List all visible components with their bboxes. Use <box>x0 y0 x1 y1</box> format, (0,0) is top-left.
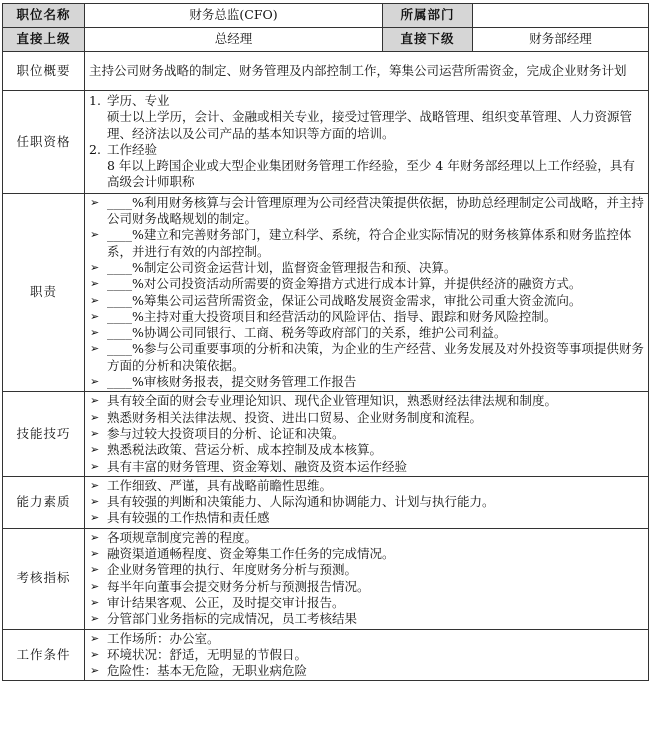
condition-item: ➢ 工作场所：办公室。 <box>90 630 220 646</box>
kpi-item: ➢ 分管部门业务指标的完成情况，员工考核结果 <box>90 611 358 627</box>
kpi-list <box>85 528 649 629</box>
competence-item: ➢ 具有较强的工作热情和责任感 <box>90 510 270 526</box>
skills-label: 技能技巧 <box>3 392 85 476</box>
kpi-item: ➢ 每半年向董事会提交财务分析与预测报告情况。 <box>90 578 370 594</box>
bullet-arrow-icon: ➢ <box>90 530 100 544</box>
overview-label: 职位概要 <box>3 52 85 91</box>
competence-item: ➢ 具有较强的判断和决策能力、人际沟通和协调能力、计划与执行能力。 <box>90 494 495 510</box>
duty-item: ➢ ____%制定公司资金运营计划，监督资金管理报告和预、决算。 <box>90 259 457 275</box>
duty-item: ➢ ____%审核财务报表，提交财务管理工作报告 <box>90 374 357 390</box>
skills-list <box>85 392 649 476</box>
skills-row <box>3 392 649 476</box>
bullet-arrow-icon: ➢ <box>90 375 100 389</box>
subordinate-value: 财务部经理 <box>473 28 649 52</box>
qualification-text: 8 年以上跨国企业或大型企业集团财务管理工作经验，至少 4 年财务部经理以上工作经验，具有高级会计师职称 <box>107 158 635 190</box>
skill-item: ➢ 具有丰富的财务管理、资金筹划、融资及资本运作经验 <box>90 458 408 474</box>
conditions-row <box>3 629 649 681</box>
competence-list <box>85 476 649 528</box>
conditions-list <box>85 629 649 681</box>
position-label: 职位名称 <box>3 4 85 28</box>
qualification-item: 1. 学历、专业 <box>89 93 170 108</box>
position-value: 财务总监(CFO) <box>85 4 383 28</box>
overview-text: 主持公司财务战略的制定、财务管理及内部控制工作，筹集公司运营所需资金，完成企业财务计划 <box>85 52 649 91</box>
bullet-arrow-icon: ➢ <box>90 260 100 274</box>
qualifications-label: 任职资格 <box>3 91 85 194</box>
competence-label: 能力素质 <box>3 476 85 528</box>
skill-item: ➢ 熟悉税法政策、营运分析、成本控制及成本核算。 <box>90 442 383 458</box>
duties-row <box>3 193 649 392</box>
kpi-item: ➢ 企业财务管理的执行、年度财务分析与预测。 <box>90 562 358 578</box>
duty-item: ➢ ____%主持对重大投资项目和经营活动的风险评估、指导、跟踪和财务风险控制。 <box>90 308 557 324</box>
bullet-arrow-icon: ➢ <box>90 293 100 307</box>
kpi-item: ➢ 审计结果客观、公正，及时提交审计报告。 <box>90 594 345 610</box>
bullet-arrow-icon: ➢ <box>90 309 100 323</box>
overview-row <box>3 52 649 91</box>
reporting-row <box>3 28 649 52</box>
bullet-arrow-icon: ➢ <box>90 664 100 678</box>
competence-row <box>3 476 649 528</box>
bullet-arrow-icon: ➢ <box>90 426 100 440</box>
bullet-arrow-icon: ➢ <box>90 647 100 661</box>
skill-item: ➢ 参与过较大投资项目的分析、论证和决策。 <box>90 425 345 441</box>
kpi-label: 考核指标 <box>3 528 85 629</box>
duties-label: 职责 <box>3 193 85 392</box>
duty-item: ➢ ____%建立和完善财务部门，建立科学、系统，符合企业实际情况的财务核算体系和财务监控体系，并进行有效的内部控制。 <box>90 227 632 259</box>
subordinate-label: 直接下级 <box>383 28 473 52</box>
bullet-arrow-icon: ➢ <box>90 563 100 577</box>
bullet-arrow-icon: ➢ <box>90 511 100 525</box>
kpi-item: ➢ 融资渠道通畅程度、资金筹集工作任务的完成情况。 <box>90 546 395 562</box>
duty-item: ➢ ____%筹集公司运营所需资金，保证公司战略发展资金需求，审批公司重大资金流向。 <box>90 292 582 308</box>
qualifications-row <box>3 91 649 194</box>
duties-list <box>85 193 649 392</box>
bullet-arrow-icon: ➢ <box>90 410 100 424</box>
skill-item: ➢ 具有较全面的财会专业理论知识、现代企业管理知识，熟悉财经法律法规和制度。 <box>90 393 558 409</box>
kpi-row <box>3 528 649 629</box>
duty-item: ➢ ____%协调公司同银行、工商、税务等政府部门的关系，维护公司利益。 <box>90 325 507 341</box>
condition-item: ➢ 危险性：基本无危险，无职业病危险 <box>90 663 308 679</box>
kpi-item: ➢ 各项规章制度完善的程度。 <box>90 529 258 545</box>
bullet-arrow-icon: ➢ <box>90 495 100 509</box>
bullet-arrow-icon: ➢ <box>90 195 100 209</box>
conditions-label: 工作条件 <box>3 629 85 681</box>
bullet-arrow-icon: ➢ <box>90 277 100 291</box>
qualification-text: 硕士以上学历，会计、金融或相关专业，接受过管理学、战略管理、组织变革管理、人力资源管理、经济法以及公司产品的基本知识等方面的培训。 <box>107 109 633 141</box>
skill-item: ➢ 熟悉财务相关法律法规、投资、进出口贸易、企业财务制度和流程。 <box>90 409 483 425</box>
duty-item: ➢ ____%对公司投资活动所需要的资金筹措方式进行成本计算，并提供经济的融资方式。 <box>90 276 582 292</box>
qualifications-content <box>85 91 649 194</box>
superior-value: 总经理 <box>85 28 383 52</box>
qualification-item: 2. 工作经验 <box>89 141 158 157</box>
duty-item: ➢ ____%利用财务核算与会计管理原理为公司经营决策提供依据，协助总经理制定公司战略，并主持公司财务战略规划的制定。 <box>90 194 644 227</box>
bullet-arrow-icon: ➢ <box>90 579 100 593</box>
duty-item: ➢ ____%参与公司重要事项的分析和决策，为企业的生产经营、业务发展及对外投资等事项提供财务方面的分析和决策依据。 <box>90 341 644 373</box>
bullet-arrow-icon: ➢ <box>90 547 100 561</box>
bullet-arrow-icon: ➢ <box>90 459 100 473</box>
bullet-arrow-icon: ➢ <box>90 326 100 340</box>
department-label: 所属部门 <box>383 4 473 28</box>
bullet-arrow-icon: ➢ <box>90 394 100 408</box>
bullet-arrow-icon: ➢ <box>90 342 100 356</box>
bullet-arrow-icon: ➢ <box>90 612 100 626</box>
bullet-arrow-icon: ➢ <box>90 443 100 457</box>
job-description-table <box>2 3 649 681</box>
condition-item: ➢ 环境状况：舒适，无明显的节假日。 <box>90 646 308 662</box>
bullet-arrow-icon: ➢ <box>90 228 100 242</box>
title-row <box>3 4 649 28</box>
superior-label: 直接上级 <box>3 28 85 52</box>
competence-item: ➢ 工作细致、严谨，具有战略前瞻性思维。 <box>90 477 333 493</box>
department-value <box>473 4 649 28</box>
bullet-arrow-icon: ➢ <box>90 478 100 492</box>
bullet-arrow-icon: ➢ <box>90 631 100 645</box>
bullet-arrow-icon: ➢ <box>90 595 100 609</box>
